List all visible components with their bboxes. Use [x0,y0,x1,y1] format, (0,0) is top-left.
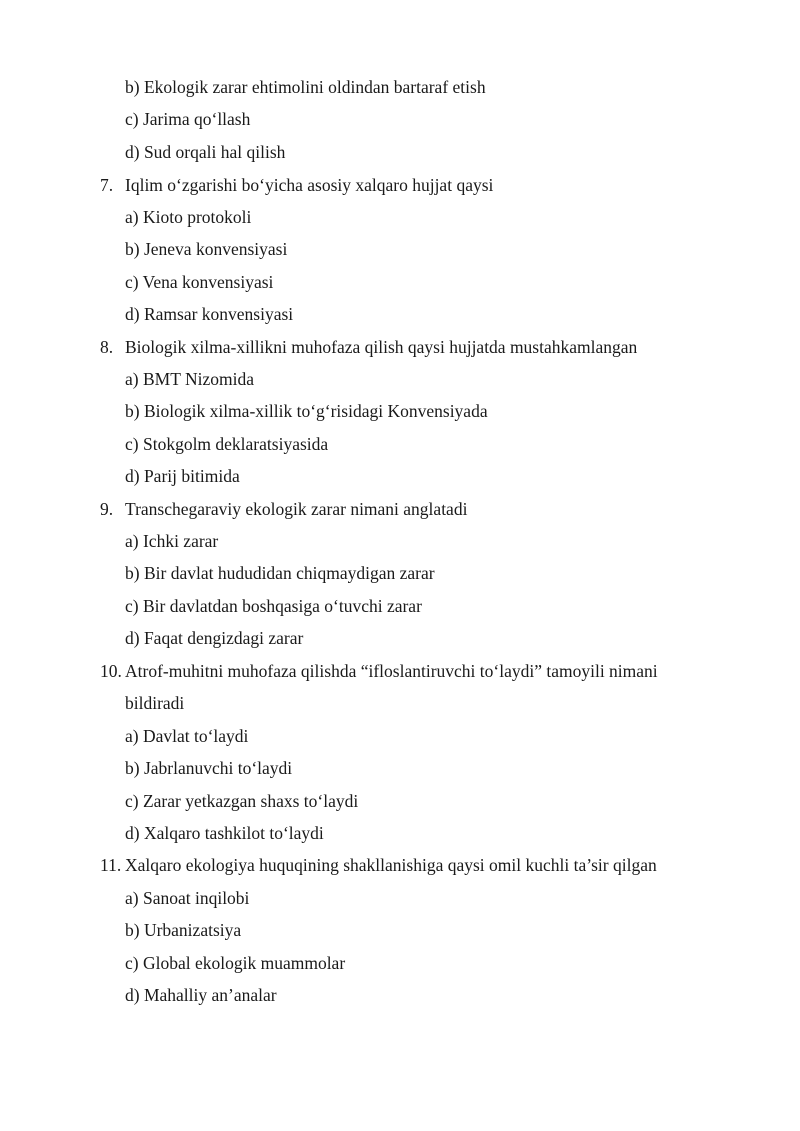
option-b: b) Jeneva konvensiyasi [125,239,288,259]
question-text: Biologik xilma-xillikni muhofaza qilish qaysi hujjatda mustahkamlangan [125,337,638,357]
option-b: b) Bir davlat hududidan chiqmaydigan zarar [125,563,435,583]
option-a: a) Davlat to‘laydi [125,726,249,746]
question-number: 11. [100,855,122,875]
question-text: Atrof-muhitni muhofaza qilishda “ifloslantiruvchi to‘laydi” tamoyili nimani [125,661,658,681]
option-d: d) Mahalliy an’analar [125,985,277,1005]
option-c: c) Stokgolm deklaratsiyasida [125,434,329,454]
question-text-continued: bildiradi [125,693,185,713]
intro-option-d: d) Sud orqali hal qilish [125,142,286,162]
question-number: 9. [100,499,114,519]
option-b: b) Jabrlanuvchi to‘laydi [125,758,293,778]
question-number: 8. [100,337,114,357]
option-a: a) Sanoat inqilobi [125,888,250,908]
option-a: a) BMT Nizomida [125,369,254,389]
option-a: a) Ichki zarar [125,531,219,551]
option-b: b) Biologik xilma-xillik to‘g‘risidagi Konvensiyada [125,401,488,421]
question-text: Transchegaraviy ekologik zarar nimani anglatadi [125,499,468,519]
option-c: c) Bir davlatdan boshqasiga o‘tuvchi zarar [125,596,422,616]
option-c: c) Global ekologik muammolar [125,953,346,973]
option-d: d) Parij bitimida [125,466,240,486]
option-b: b) Urbanizatsiya [125,920,242,940]
question-text: Xalqaro ekologiya huquqining shakllanishiga qaysi omil kuchli ta’sir qilgan [125,855,657,875]
intro-option-c: c) Jarima qo‘llash [125,109,251,129]
question-text: Iqlim o‘zgarishi bo‘yicha asosiy xalqaro hujjat qaysi [125,175,494,195]
option-d: d) Xalqaro tashkilot to‘laydi [125,823,324,843]
option-c: c) Zarar yetkazgan shaxs to‘laydi [125,791,359,811]
question-number: 7. [100,175,114,195]
question-number: 10. [100,661,122,681]
option-c: c) Vena konvensiyasi [125,272,274,292]
option-d: d) Faqat dengizdagi zarar [125,628,304,648]
option-d: d) Ramsar konvensiyasi [125,304,294,324]
intro-option-b: b) Ekologik zarar ehtimolini oldindan bartaraf etish [125,77,486,97]
option-a: a) Kioto protokoli [125,207,252,227]
